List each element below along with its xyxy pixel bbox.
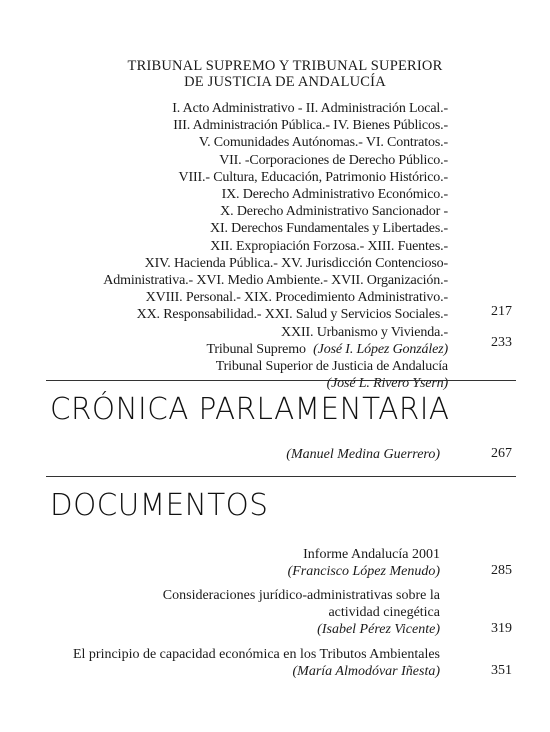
topic-line: XIV. Hacienda Pública.- XV. Jurisdicción Contencioso- [144,255,448,271]
documento-entry[interactable] [60,546,440,580]
topic-line: V. Comunidades Autónomas.- VI. Contratos.- [198,135,448,151]
topic-line: III. Administración Pública.- IV. Bienes Públicos.- [173,118,448,134]
topic-line: XI. Derechos Fundamentales y Libertades.- [210,221,448,237]
tribunal-topics [60,100,448,392]
documento-author: (Isabel Pérez Vicente) [317,622,440,637]
supremo-author: (José I. López González) [313,341,448,357]
tribunal-heading [120,58,450,90]
documento-page-number: 319 [491,621,512,636]
topic-line: XVIII. Personal.- XIX. Procedimiento Administrativo.- [145,290,448,306]
topic-line: VII. -Corporaciones de Derecho Público.- [219,152,448,168]
topic-line: Administrativa.- XVI. Medio Ambiente.- XVII. Organización.- [103,273,448,289]
topic-line: XXII. Urbanismo y Vivienda.- [281,324,448,340]
documento-title: actividad cinegética [328,605,440,620]
superior-label[interactable]: Tribunal Superior de Justicia de Andalucía [215,359,448,375]
documento-title: Informe Andalucía 2001 [303,547,440,562]
documento-author: (María Almodóvar Iñesta) [292,664,440,679]
supremo-label: Tribunal Supremo [206,341,306,357]
topic-line: XII. Expropiación Forzosa.- XIII. Fuentes.- [210,238,448,254]
documento-title: Consideraciones jurídico-administrativas sobre la [162,588,440,603]
superior-page-number: 233 [491,335,512,350]
documento-entry[interactable] [20,646,440,680]
topic-line: I. Acto Administrativo - II. Administración Local.- [172,101,448,116]
cronica-page-number: 267 [491,446,512,461]
section-divider-cronica [46,380,516,381]
documento-author: (Francisco López Menudo) [287,564,440,579]
section-divider-documentos [46,476,516,477]
cronica-section-title: CRÓNICA PARLAMENTARIA [50,392,450,427]
supremo-entry[interactable] [60,341,448,358]
topic-line: VIII.- Cultura, Educación, Patrimonio Histórico.- [178,169,448,185]
documento-title: El principio de capacidad económica en los Tributos Ambientales [72,647,440,662]
supremo-page-number: 217 [491,304,512,319]
cronica-author[interactable]: (Manuel Medina Guerrero) [286,447,440,462]
topic-line: XX. Responsabilidad.- XXI. Salud y Servicios Sociales.- [136,307,448,323]
documento-page-number: 351 [491,663,512,678]
superior-author: (José L. Rivero Ysern) [326,376,448,392]
documento-entry[interactable] [60,587,440,638]
documentos-section-title: DOCUMENTOS [50,488,269,523]
tribunal-heading-line-2: DE JUSTICIA DE ANDALUCÍA [184,74,386,90]
topic-line: X. Derecho Administrativo Sancionador - [220,204,448,220]
tribunal-heading-line-1: TRIBUNAL SUPREMO Y TRIBUNAL SUPERIOR [127,58,443,74]
topic-line: IX. Derecho Administrativo Económico.- [221,187,448,203]
documento-page-number: 285 [491,563,512,578]
